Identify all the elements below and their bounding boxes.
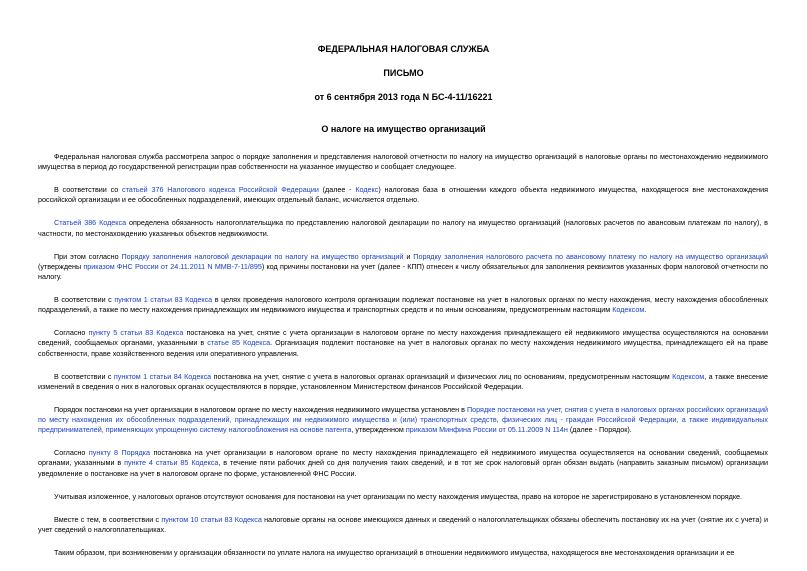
document-subject: О налоге на имущество организаций — [321, 124, 486, 134]
paragraph-text: , утвержденном — [351, 425, 406, 435]
paragraph-text: постановка на учет, снятие с учета в налоговых органах организаций и физических лиц по основаниям, предусмотренным настоящим — [211, 371, 673, 381]
paragraph — [38, 252, 768, 283]
paragraph-text: (далее - — [318, 185, 356, 195]
paragraph-text: в целях проведения налогового контроля организации подлежат постановке на учет в налоговых органах по месту нахождения, месту нахождения обособленных подразделений, а также по месту нахождения принадлежащих им недвижимого имущества и транспортных средств и по иным основаниям, предусмотренным настоящим — [38, 295, 768, 315]
paragraph — [38, 448, 768, 479]
document-reference-link[interactable]: Статьей 386 Кодекса — [54, 218, 127, 228]
paragraph-text: Вместе с тем, в соответствии с — [54, 514, 162, 524]
document-reference-link[interactable]: Порядку заполнения налогового расчета по авансовому платежу по налогу на имущество организаций — [413, 251, 769, 261]
paragraph-text: Учитывая изложенное, у налоговых органов отсутствуют основания для постановки на учет организации по месту нахождения имущества, право на которое не зарегистрировано в установленном порядке. — [54, 491, 743, 501]
document-reference-link[interactable]: пунктом 1 статьи 83 Кодекса — [114, 295, 213, 305]
paragraph-text: Согласно — [54, 328, 89, 338]
document-reference-link[interactable]: Кодекс — [355, 185, 379, 195]
paragraph — [38, 218, 768, 238]
document-reference-link[interactable]: приказом ФНС России от 24.11.2011 N ММВ-7-11/895 — [83, 261, 262, 271]
document-reference-link[interactable]: Порядке постановки на учет, снятия с учета в налоговых органах российских организаций по месту нахождения их обособленных подразделений, принадлежащих им недвижимого имущества и (или) транспортных средств, физических лиц - граждан Российской Федерации, а также индивидуальных предпринимателей, применяющих упрощенную систему налогообложения на основе патента — [38, 404, 768, 435]
paragraph — [38, 515, 768, 535]
paragraph-text: и — [403, 251, 414, 261]
paragraph-text: В соответствии со — [54, 185, 122, 195]
document-body — [38, 152, 768, 571]
paragraph — [38, 548, 768, 558]
paragraph-text: Согласно — [54, 448, 89, 458]
document-reference-link[interactable]: пункту 5 статьи 83 Кодекса — [88, 328, 184, 338]
paragraph — [38, 405, 768, 436]
document-type: ПИСЬМО — [383, 68, 424, 78]
paragraph — [38, 185, 768, 205]
document-reference-link[interactable]: приказом Минфина России от 05.11.2009 N 114н — [405, 425, 568, 435]
paragraph — [38, 372, 768, 392]
paragraph-text: Порядок постановки на учет организации в налоговом органе по месту нахождения недвижимого имущества установлен в — [54, 404, 467, 414]
paragraph-text: постановка на учет организации в налоговом органе по месту нахождения принадлежащего ей недвижимого имущества осуществляется на основании сведений, сообщаемых органами, указанными в — [38, 448, 768, 468]
paragraph-text: Федеральная налоговая служба рассмотрела запрос о порядке заполнения и представления налоговой отчетности по налогу на имущество организаций в налоговые органы по местонахождению недвижимого имущества в период до государственной регистрации прав собственности на указанное имущество и сообщает следующее. — [38, 152, 768, 172]
paragraph-text: При этом согласно — [54, 251, 122, 261]
paragraph-text: (утверждены — [38, 261, 84, 271]
paragraph — [38, 152, 768, 172]
document-reference-link[interactable]: статье 85 Кодекса — [207, 338, 271, 348]
paragraph-text: . — [644, 305, 647, 315]
document-reference-link[interactable]: Кодексом — [612, 305, 645, 315]
document-reference-link[interactable]: пункте 4 статьи 85 Кодекса — [124, 458, 219, 468]
paragraph-text: , а также внесение изменений в сведения о них в налоговых органах осуществляются в порядке, установленном Министерством финансов Российской Федерации. — [38, 371, 768, 391]
document-reference-link[interactable]: статьей 376 Налогового кодекса Российской Федерации — [122, 185, 319, 195]
paragraph-text: Таким образом, при возникновении у организации обязанности по уплате налога на имущество организаций в отношении недвижимого имущества, находящегося вне местонахождения организации и ее — [54, 547, 735, 557]
document-date-number: от 6 сентября 2013 года N БС-4-11/16221 — [314, 92, 493, 102]
paragraph-text: В соответствии с — [54, 295, 115, 305]
paragraph — [38, 295, 768, 315]
paragraph-text: (далее - Порядок). — [567, 425, 632, 435]
paragraph — [38, 492, 768, 502]
paragraph-text: В соответствии с — [54, 371, 114, 381]
document-reference-link[interactable]: Порядку заполнения налоговой декларации по налогу на имущество организаций — [121, 251, 404, 261]
paragraph — [38, 328, 768, 359]
paragraph-text: ) налоговая база в отношении каждого объекта недвижимого имущества, находящегося вне местонахождения российской организации и ее обособленных подразделений, имеющих отдельный баланс, исчисляется отдельно. — [38, 185, 768, 205]
document-reference-link[interactable]: пунктом 10 статьи 83 Кодекса — [161, 514, 262, 524]
document-reference-link[interactable]: Кодексом — [672, 371, 705, 381]
paragraph-text: ) код причины постановки на учет (далее - КПП) отнесен к числу обязательных для заполнения реквизитов указанных форм налоговой отчетности по налогу. — [38, 261, 768, 282]
document-reference-link[interactable]: пункту 8 Порядка — [88, 448, 150, 458]
issuing-organization: ФЕДЕРАЛЬНАЯ НАЛОГОВАЯ СЛУЖБА — [317, 44, 490, 54]
paragraph-text: , в течение пяти рабочих дней со дня получения таких сведений, и в тот же срок налоговый орган обязан выдать (направить заказным письмом) организации уведомление о постановке на учет в налоговом органе по форме, установленной ФНС России. — [38, 458, 769, 478]
paragraph-text: . Организация подлежит постановке на учет в налоговых органах по месту нахождения недвижимого имущества, принадлежащего ей на праве собственности, праве хозяйственного ведения или оперативного управления. — [38, 338, 768, 358]
document-reference-link[interactable]: пунктом 1 статьи 84 Кодекса — [113, 371, 212, 381]
paragraph-text: постановка на учет, снятие с учета организации в налоговом органе по месту нахождения принадлежащего ей недвижимого имущества осуществляются на основании сведений, сообщаемых органами, указанными в — [38, 328, 768, 348]
paragraph-text: налоговые органы на основе имеющихся данных и сведений о налогоплательщиках обязаны обеспечить постановку их на учет (снятие их с учета) и учет сведений о налогоплательщиках. — [38, 514, 768, 534]
paragraph-text: определена обязанность налогоплательщика по представлению налоговой декларации по налогу на имущество организаций (налоговых расчетов по авансовым платежам по налогу), в частности, по местонахождению указанных объектов недвижимости. — [38, 218, 768, 238]
